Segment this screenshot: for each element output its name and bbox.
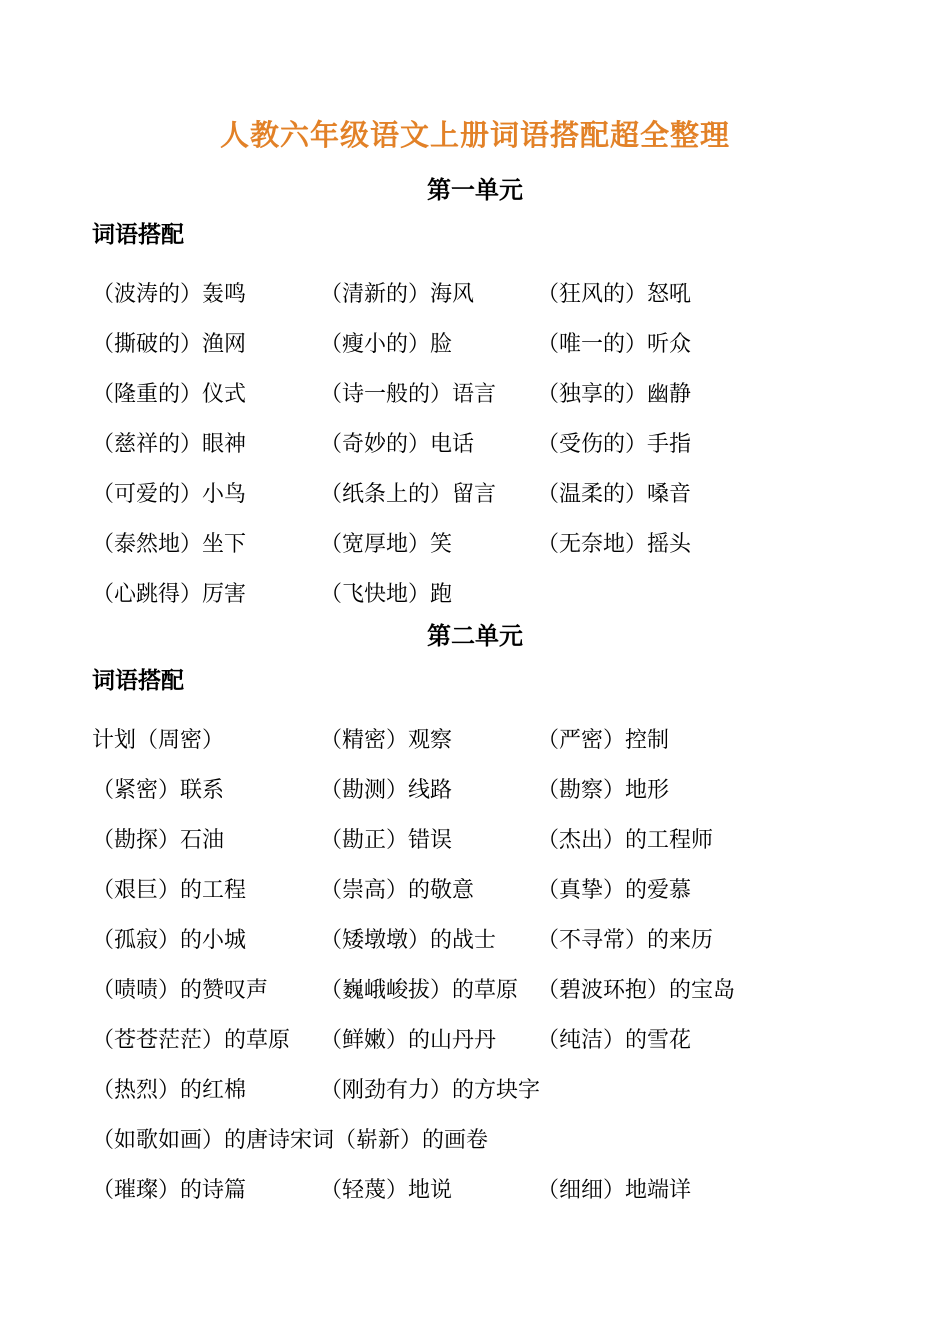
collocation-item: （碧波环抱）的宝岛 bbox=[537, 976, 736, 1002]
collocation-item: （崇高）的敬意 bbox=[320, 876, 475, 902]
collocation-item: （勘测）线路 bbox=[320, 776, 453, 802]
collocation-item: （细细）地端详 bbox=[537, 1176, 692, 1202]
collocation-row bbox=[92, 1113, 950, 1163]
collocation-item: （宽厚地）笑 bbox=[320, 530, 453, 556]
collocation-item: 计划（周密） bbox=[92, 726, 225, 752]
collocation-item: （心跳得）厉害 bbox=[92, 580, 247, 606]
collocation-item: （温柔的）嗓音 bbox=[537, 480, 692, 506]
collocation-item: （诗一般的）语言 bbox=[320, 380, 497, 406]
collocation-item: （慈祥的）眼神 bbox=[92, 430, 247, 456]
collocation-row bbox=[92, 863, 950, 913]
unit-2-heading: 第二单元 bbox=[427, 623, 523, 651]
collocation-item: （独享的）幽静 bbox=[537, 380, 692, 406]
collocation-item: （清新的）海风 bbox=[320, 280, 475, 306]
collocation-item: （如歌如画）的唐诗宋词 bbox=[92, 1126, 335, 1152]
collocation-item: （崭新）的画卷 bbox=[334, 1126, 489, 1152]
unit-1-collocation-rows bbox=[92, 267, 950, 617]
collocation-item: （刚劲有力）的方块字 bbox=[320, 1076, 541, 1102]
collocation-item: （艰巨）的工程 bbox=[92, 876, 247, 902]
collocation-item: （奇妙的）电话 bbox=[320, 430, 475, 456]
collocation-item: （紧密）联系 bbox=[92, 776, 225, 802]
collocation-item: （勘探）石油 bbox=[92, 826, 225, 852]
collocation-item: （巍峨峻拔）的草原 bbox=[320, 976, 519, 1002]
collocation-row bbox=[92, 1163, 950, 1213]
collocation-row bbox=[92, 1013, 950, 1063]
collocation-row bbox=[92, 317, 950, 367]
collocation-row bbox=[92, 1063, 950, 1113]
collocation-item: （轻蔑）地说 bbox=[320, 1176, 453, 1202]
unit-1-heading: 第一单元 bbox=[427, 177, 523, 205]
collocation-item: （苍苍茫茫）的草原 bbox=[92, 1026, 291, 1052]
document-title: 人教六年级语文上册词语搭配超全整理 bbox=[219, 120, 730, 152]
collocation-item: （瘦小的）脸 bbox=[320, 330, 453, 356]
collocation-row bbox=[92, 913, 950, 963]
collocation-row bbox=[92, 517, 950, 567]
unit-1-collocation-subheading: 词语搭配 bbox=[92, 220, 184, 247]
collocation-item: （鲜嫩）的山丹丹 bbox=[320, 1026, 497, 1052]
unit-2-collocation-subheading: 词语搭配 bbox=[92, 666, 184, 693]
collocation-row bbox=[92, 763, 950, 813]
collocation-item: （啧啧）的赞叹声 bbox=[92, 976, 269, 1002]
collocation-item: （勘察）地形 bbox=[537, 776, 670, 802]
collocation-item: （受伤的）手指 bbox=[537, 430, 692, 456]
collocation-row bbox=[92, 417, 950, 467]
collocation-item: （纯洁）的雪花 bbox=[537, 1026, 692, 1052]
collocation-item: （飞快地）跑 bbox=[320, 580, 453, 606]
collocation-item: （泰然地）坐下 bbox=[92, 530, 247, 556]
collocation-row bbox=[92, 267, 950, 317]
collocation-row bbox=[92, 713, 950, 763]
collocation-item: （纸条上的）留言 bbox=[320, 480, 497, 506]
collocation-row bbox=[92, 367, 950, 417]
collocation-item: （无奈地）摇头 bbox=[537, 530, 692, 556]
collocation-item: （真挚）的爱慕 bbox=[537, 876, 692, 902]
collocation-row bbox=[92, 813, 950, 863]
collocation-item: （璀璨）的诗篇 bbox=[92, 1176, 247, 1202]
collocation-item: （矮墩墩）的战士 bbox=[320, 926, 497, 952]
collocation-item: （不寻常）的来历 bbox=[537, 926, 714, 952]
collocation-row bbox=[92, 467, 950, 517]
collocation-item: （孤寂）的小城 bbox=[92, 926, 247, 952]
collocation-item: （勘正）错误 bbox=[320, 826, 453, 852]
collocation-item: （可爱的）小鸟 bbox=[92, 480, 247, 506]
collocation-item: （热烈）的红棉 bbox=[92, 1076, 247, 1102]
collocation-item: （隆重的）仪式 bbox=[92, 380, 247, 406]
collocation-item: （精密）观察 bbox=[320, 726, 453, 752]
collocation-item: （撕破的）渔网 bbox=[92, 330, 247, 356]
collocation-item: （杰出）的工程师 bbox=[537, 826, 714, 852]
collocation-item: （波涛的）轰鸣 bbox=[92, 280, 247, 306]
collocation-item: （狂风的）怒吼 bbox=[537, 280, 692, 306]
collocation-row bbox=[92, 567, 950, 617]
collocation-row bbox=[92, 963, 950, 1013]
collocation-item: （严密）控制 bbox=[537, 726, 670, 752]
unit-2-collocation-rows bbox=[92, 713, 950, 1213]
collocation-item: （唯一的）听众 bbox=[537, 330, 692, 356]
